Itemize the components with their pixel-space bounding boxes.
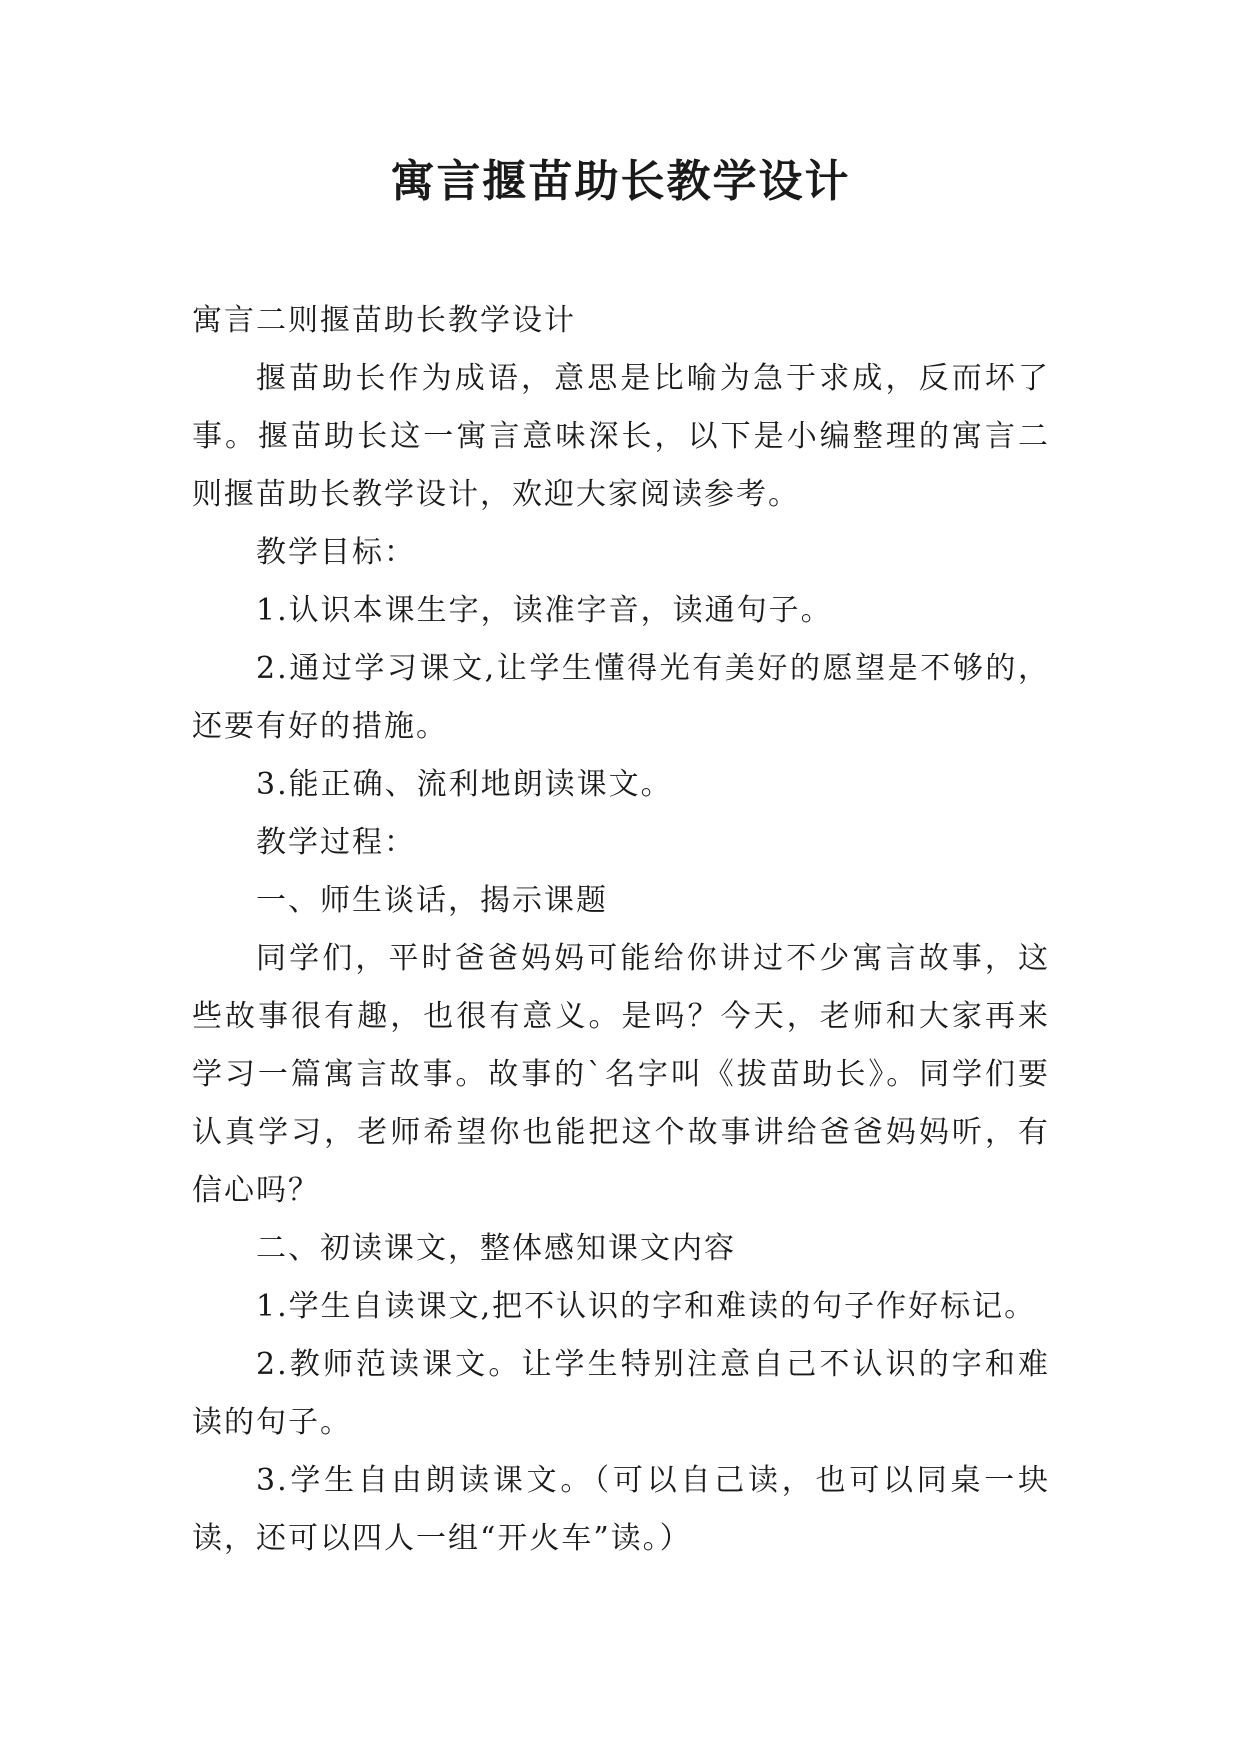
list-item: 1.认识本课生字，读准字音，读通句子。 <box>256 593 833 628</box>
list-item: 2.教师范读课文。让学生特别注意自己不认识的字和难读的句子。 <box>192 1347 1050 1440</box>
paragraph: 寓言二则揠苗助长教学设计 <box>192 303 576 338</box>
paragraph: 揠苗助长作为成语，意思是比喻为急于求成，反而坏了事。揠苗助长这一寓言意味深长，以下是小编整理的寓言二则揠苗助长教学设计，欢迎大家阅读参考。 <box>192 361 1050 512</box>
document-title: 寓言揠苗助长教学设计 <box>390 156 851 207</box>
section-heading: 教学目标： <box>256 535 416 570</box>
subsection-heading: 二、初读课文，整体感知课文内容 <box>256 1231 736 1266</box>
subsection-heading: 一、师生谈话，揭示课题 <box>256 883 608 918</box>
list-item: 2.通过学习课文,让学生懂得光有美好的愿望是不够的，还要有好的措施。 <box>192 651 1050 744</box>
document-body <box>192 292 1050 1568</box>
section-heading: 教学过程： <box>256 825 416 860</box>
list-item: 3.学生自由朗读课文。（可以自己读，也可以同桌一块读，还可以四人一组“开火车”读。） <box>192 1463 1050 1556</box>
list-item: 1.学生自读课文,把不认识的字和难读的句子作好标记。 <box>256 1289 1037 1324</box>
list-item: 3.能正确、流利地朗读课文。 <box>256 767 673 802</box>
paragraph: 同学们，平时爸爸妈妈可能给你讲过不少寓言故事，这些故事很有趣，也很有意义。是吗？今天，老师和大家再来学习一篇寓言故事。故事的`名字叫《拔苗助长》。同学们要认真学习，老师希望你也能把这个故事讲给爸爸妈妈听，有信心吗？ <box>192 941 1050 1208</box>
